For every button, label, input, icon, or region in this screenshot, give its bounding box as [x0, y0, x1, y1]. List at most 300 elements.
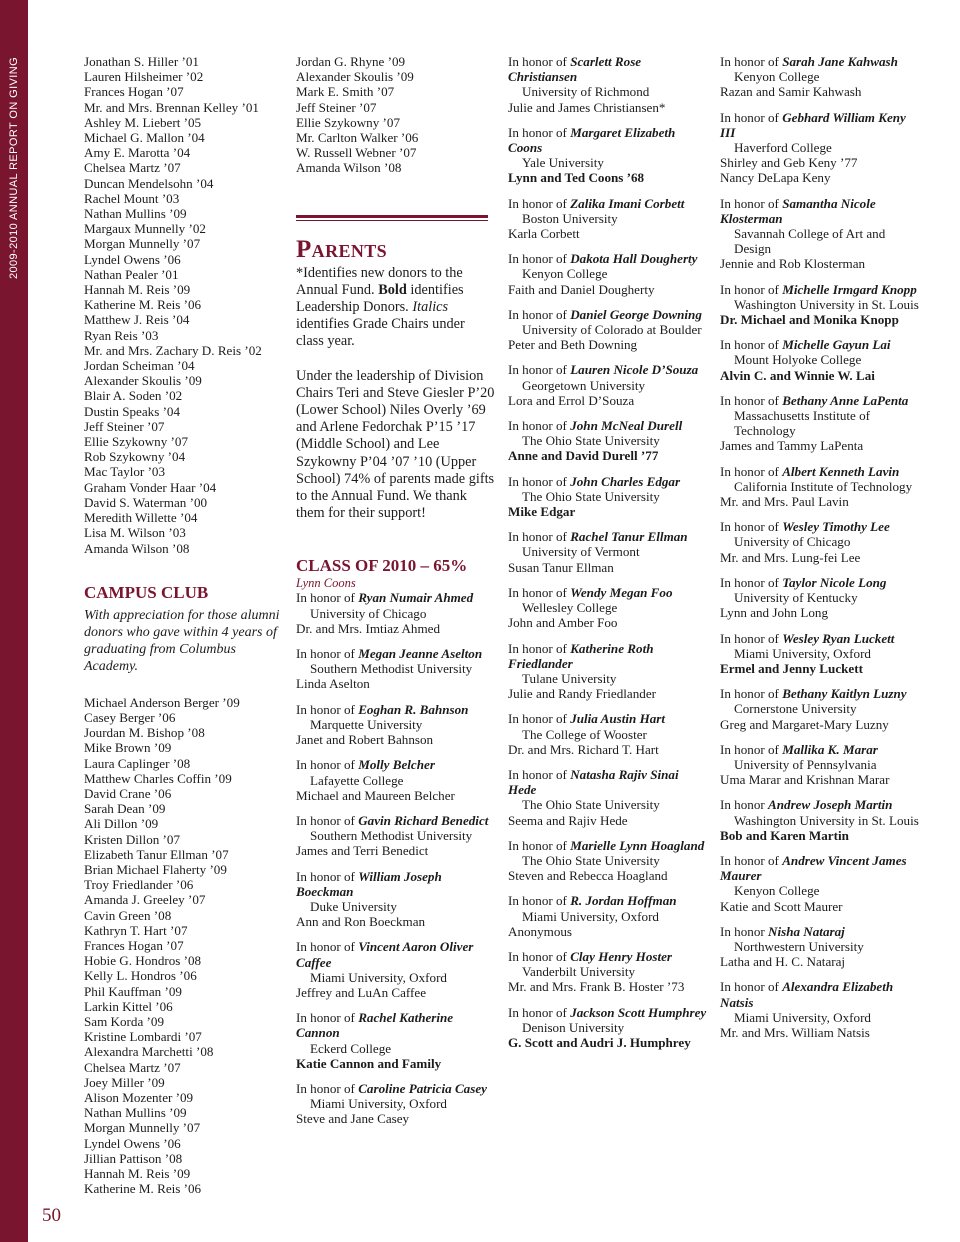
honor-line	[508, 54, 708, 84]
donor-name: Alison Mozenter ’09	[84, 1089, 194, 1105]
donor-name: Elizabeth Tanur Ellman ’07	[84, 846, 229, 862]
honoree-name: Scarlett Rose Christiansen	[508, 54, 642, 85]
school-name: Miami University, Oxford	[522, 908, 659, 924]
donor-parents: Uma Marar and Krishnan Marar	[720, 772, 890, 788]
honoree-name: Wesley Ryan Luckett	[782, 630, 895, 646]
school-name: Boston University	[522, 210, 618, 226]
honor-entry	[508, 529, 708, 575]
honor-entry	[720, 110, 920, 186]
donor-name: Frances Hogan ’07	[84, 937, 184, 953]
in-honor-prefix: In honor of	[296, 868, 359, 884]
donor-parents: Linda Aselton	[296, 676, 370, 692]
donor-name: David S. Waterman ’00	[84, 494, 208, 510]
donor-name: Lauren Hilsheimer ’02	[84, 69, 204, 85]
school-name: Georgetown University	[522, 377, 646, 393]
honor-list-3	[508, 54, 708, 1050]
legend-bold: Bold	[378, 281, 407, 298]
donor-name: Mike Brown ’09	[84, 740, 172, 756]
honor-entry	[720, 393, 920, 454]
donor-name: Amanda Wilson ’08	[84, 540, 190, 556]
honor-line	[508, 307, 708, 322]
honor-line	[720, 631, 920, 646]
honor-entry	[508, 838, 708, 884]
in-honor-prefix: In honor of	[296, 757, 359, 773]
honor-entry	[296, 702, 496, 748]
donor-name: Matthew J. Reis ’04	[84, 312, 190, 328]
school-name: Miami University, Oxford	[310, 969, 447, 985]
honor-line	[720, 110, 920, 140]
donor-name: Kristine Lombardi ’07	[84, 1029, 202, 1045]
donor-name: Alexander Skoulis ’09	[84, 373, 202, 389]
donor-name: Jourdan M. Bishop ’08	[84, 725, 205, 741]
donor-name: Chelsea Martz ’07	[84, 160, 181, 176]
honoree-name: Taylor Nicole Long	[782, 574, 887, 590]
donor-name: Katherine M. Reis ’06	[84, 297, 202, 313]
honor-entry	[720, 686, 920, 732]
honoree-name: Bethany Kaitlyn Luzny	[782, 686, 907, 702]
school-name: University of Pennsylvania	[734, 756, 877, 772]
donor-parents: Jeffrey and LuAn Caffee	[296, 984, 427, 1000]
school-name: Mount Holyoke College	[734, 352, 862, 368]
honoree-name: Gavin Richard Benedict	[358, 812, 489, 828]
honor-entry	[720, 337, 920, 383]
donor-parents: Katie and Scott Maurer	[720, 898, 843, 914]
honor-entry	[720, 196, 920, 272]
donor-name: Mr. Carlton Walker ’06	[296, 130, 419, 146]
honor-entry	[720, 924, 920, 970]
school-name: The Ohio State University	[522, 488, 660, 504]
donor-name: Phil Kauffman ’09	[84, 983, 182, 999]
in-honor-prefix: In honor of	[508, 54, 571, 69]
donor-parents: John and Amber Foo	[508, 615, 618, 631]
honor-entry	[720, 519, 920, 565]
honor-line	[720, 575, 920, 590]
school-name: Denison University	[522, 1019, 625, 1035]
honor-entry	[508, 251, 708, 297]
donor-name: Jeff Steiner ’07	[296, 99, 377, 115]
honoree-name: Clay Henry Hoster	[570, 948, 673, 964]
honor-entry	[508, 54, 708, 115]
honor-line	[508, 893, 708, 908]
school-name: The Ohio State University	[522, 433, 660, 449]
school-name: The Ohio State University	[522, 852, 660, 868]
in-honor-prefix: In honor	[720, 923, 769, 939]
donor-name: Alexander Skoulis ’09	[296, 69, 414, 85]
in-honor-prefix: In honor of	[720, 54, 783, 69]
honor-entry	[508, 125, 708, 186]
donor-name: Michael G. Mallon ’04	[84, 130, 205, 146]
legend-italic: Italics	[412, 299, 449, 316]
honor-entry	[720, 742, 920, 788]
donor-name: Chelsea Martz ’07	[84, 1059, 181, 1075]
donor-name: Jordan Scheiman ’04	[84, 358, 195, 374]
donor-parents: Bob and Karen Martin	[720, 827, 849, 843]
honor-entry	[720, 575, 920, 621]
honor-line	[720, 797, 920, 812]
honor-entry	[508, 893, 708, 939]
honoree-name: R. Jordan Hoffman	[570, 893, 677, 909]
donor-name: Michael Anderson Berger ’09	[84, 694, 240, 710]
honor-line	[508, 585, 708, 600]
donor-parents: Mike Edgar	[508, 504, 576, 520]
honor-entry	[508, 307, 708, 353]
honor-line	[508, 641, 708, 671]
donor-parents: Razan and Samir Kahwash	[720, 84, 862, 100]
donor-parents: Ermel and Jenny Luckett	[720, 660, 863, 676]
donor-name: Amanda Wilson ’08	[296, 160, 402, 176]
school-name: Wellesley College	[522, 600, 618, 616]
honoree-name: Dakota Hall Dougherty	[570, 251, 698, 267]
donor-name: Morgan Munnelly ’07	[84, 1120, 201, 1136]
donor-name: Blair A. Soden ’02	[84, 388, 183, 404]
school-name: University of Chicago	[310, 605, 427, 621]
school-name: Lafayette College	[310, 772, 404, 788]
honor-line	[508, 767, 708, 797]
school-name: Southern Methodist University	[310, 828, 473, 844]
honor-entry	[720, 54, 920, 100]
school-name: Kenyon College	[734, 69, 820, 85]
class-2010-heading: CLASS OF 2010 – 65%	[296, 556, 468, 576]
in-honor-prefix: In honor of	[720, 979, 783, 995]
in-honor-prefix: In honor of	[508, 766, 571, 782]
in-honor-prefix: In honor of	[508, 837, 571, 853]
donor-parents: Katie Cannon and Family	[296, 1055, 442, 1071]
honoree-name: Bethany Anne LaPenta	[782, 392, 909, 408]
honor-entry	[296, 1010, 496, 1071]
honoree-name: Rachel Katherine Cannon	[296, 1010, 454, 1041]
in-honor-prefix: In honor of	[296, 939, 359, 955]
honor-entry	[720, 282, 920, 328]
donor-name: Alexandra Marchetti ’08	[84, 1044, 214, 1060]
in-honor-prefix: In honor of	[720, 337, 783, 353]
donor-parents: James and Terri Benedict	[296, 843, 429, 859]
donor-name: Kristen Dillon ’07	[84, 831, 181, 847]
donor-name: Nathan Mullins ’09	[84, 206, 187, 222]
honor-line	[508, 196, 708, 211]
honor-line	[720, 853, 920, 883]
donor-parents: Julie and Randy Friedlander	[508, 686, 656, 702]
honor-line	[720, 686, 920, 701]
honor-entry	[508, 585, 708, 631]
donor-parents: Lora and Errol D’Souza	[508, 392, 635, 408]
in-honor-prefix: In honor of	[508, 711, 571, 727]
parents-legend	[296, 265, 496, 351]
donor-name: Rob Szykowny ’04	[84, 449, 186, 465]
school-name: Miami University, Oxford	[734, 1009, 871, 1025]
in-honor-prefix: In honor of	[508, 195, 571, 211]
in-honor-prefix: In honor of	[720, 686, 783, 702]
donor-name: Sam Korda ’09	[84, 1013, 165, 1029]
honoree-name: Katherine Roth Friedlander	[508, 640, 654, 671]
column-4	[720, 54, 920, 1050]
honoree-name: Jackson Scott Humphrey	[570, 1004, 707, 1020]
column-2	[296, 54, 496, 1137]
honor-line	[508, 1005, 708, 1020]
donor-name: Kathryn T. Hart ’07	[84, 922, 188, 938]
donor-parents: Seema and Rajiv Hede	[508, 812, 628, 828]
school-name: Kenyon College	[522, 266, 608, 282]
in-honor-prefix: In honor of	[720, 741, 783, 757]
donor-parents: Mr. and Mrs. Frank B. Hoster ’73	[508, 979, 685, 995]
honor-line	[720, 282, 920, 297]
honor-entry	[508, 474, 708, 520]
in-honor-prefix: In honor of	[720, 519, 783, 535]
school-name: Washington University in St. Louis	[734, 296, 919, 312]
in-honor-prefix: In honor of	[508, 418, 571, 434]
donor-name: Nathan Pealer ’01	[84, 266, 179, 282]
honor-entry	[296, 590, 496, 636]
honoree-name: Ryan Numair Ahmed	[358, 590, 474, 606]
honor-entry	[720, 979, 920, 1040]
school-name: Vanderbilt University	[522, 964, 636, 980]
honoree-name: Wesley Timothy Lee	[782, 519, 890, 535]
donor-name: Meredith Willette ’04	[84, 510, 198, 526]
honoree-name: Michelle Gayun Lai	[782, 337, 891, 353]
honor-entry	[296, 757, 496, 803]
school-name: University of Chicago	[734, 534, 851, 550]
donor-parents: Lynn and John Long	[720, 605, 829, 621]
in-honor-prefix: In honor of	[720, 195, 783, 211]
honor-entry	[508, 641, 708, 702]
in-honor-prefix: In honor of	[720, 281, 783, 297]
honor-line	[508, 529, 708, 544]
honor-entry	[508, 418, 708, 464]
honoree-name: Daniel George Downing	[570, 306, 702, 322]
page-number: 50	[42, 1205, 61, 1226]
honor-line	[296, 702, 496, 717]
donor-parents: Dr. Michael and Monika Knopp	[720, 312, 899, 328]
honor-line	[720, 464, 920, 479]
donor-name: David Crane ’06	[84, 785, 172, 801]
in-honor-prefix: In honor of	[720, 109, 783, 125]
donor-name: Ashley M. Liebert ’05	[84, 114, 202, 130]
honor-list-2	[296, 590, 496, 1126]
honor-line	[508, 362, 708, 377]
donor-name: Nathan Mullins ’09	[84, 1105, 187, 1121]
donor-parents: Latha and H. C. Nataraj	[720, 954, 846, 970]
honoree-name: William Joseph Boeckman	[296, 868, 442, 899]
school-name: University of Richmond	[522, 84, 650, 100]
donor-parents: Dr. and Mrs. Richard T. Hart	[508, 741, 659, 757]
donor-name: Lisa M. Wilson ’03	[84, 525, 186, 541]
honor-entry	[508, 711, 708, 757]
donor-parents: Alvin C. and Winnie W. Lai	[720, 367, 875, 383]
donor-name: Ali Dillon ’09	[84, 816, 159, 832]
honor-line	[720, 54, 920, 69]
donor-parents: Peter and Beth Downing	[508, 337, 638, 353]
donor-parents: Julie and James Christiansen*	[508, 99, 666, 115]
donor-name: Ellie Szykowny ’07	[84, 434, 189, 450]
in-honor-prefix: In honor of	[720, 463, 783, 479]
honoree-name: Mallika K. Marar	[782, 741, 878, 757]
legend-text: *Identifies new donors to the Annual Fund.	[296, 264, 463, 298]
donor-parents: Shirley and Geb Keny ’77 Nancy DeLapa Keny	[720, 155, 858, 186]
honor-line	[508, 251, 708, 266]
donor-parents: Lynn and Ted Coons ’68	[508, 170, 645, 186]
honoree-name: Nisha Nataraj	[768, 923, 845, 939]
campus-club-intro: With appreciation for those alumni donors who gave within 4 years of graduating from Columbus Academy.	[84, 607, 280, 674]
donor-name: Jillian Pattison ’08	[84, 1150, 183, 1166]
donor-parents: Karla Corbett	[508, 226, 580, 242]
campus-club-heading: CAMPUS CLUB	[84, 582, 209, 602]
honor-entry	[296, 869, 496, 930]
honor-line	[508, 949, 708, 964]
donor-name: Cavin Green ’08	[84, 907, 172, 923]
leadership-paragraph: Under the leadership of Division Chairs Teri and Steve Giesler P’20 (Lower School) Niles Overly ’69 and Arlene Fedorchak P’15 ’17 (Middle School) and Lee Szykowny P’04 ’07 ’10 (Upper School) 74% of parents made gifts to the Annual Fund. We thank them for their support!	[296, 367, 495, 522]
donor-name: Mac Taylor ’03	[84, 464, 166, 480]
donor-parents: Anonymous	[508, 923, 573, 939]
donor-name: Jeff Steiner ’07	[84, 418, 165, 434]
honoree-name: Zalika Imani Corbett	[570, 195, 685, 211]
school-name: University of Colorado at Boulder	[522, 322, 702, 338]
honor-entry	[508, 1005, 708, 1051]
donor-name: Laura Caplinger ’08	[84, 755, 191, 771]
donor-name: Ryan Reis ’03	[84, 327, 159, 343]
honoree-name: Caroline Patricia Casey	[358, 1080, 487, 1096]
honoree-name: Samantha Nicole Klosterman	[720, 195, 876, 226]
in-honor-prefix: In honor of	[508, 584, 571, 600]
donor-name: Hannah M. Reis ’09	[84, 1166, 191, 1181]
donor-parents: Dr. and Mrs. Imtiaz Ahmed	[296, 620, 441, 636]
donor-name: Casey Berger ’06	[84, 709, 176, 725]
legend-text: identifies Grade Chairs under class year.	[296, 316, 465, 350]
donor-name: Frances Hogan ’07	[84, 84, 184, 100]
donor-parents: Michael and Maureen Belcher	[296, 787, 455, 803]
school-name: Haverford College	[734, 140, 832, 156]
school-name: Tulane University	[522, 670, 617, 686]
honor-line	[720, 924, 920, 939]
school-name: Washington University in St. Louis	[734, 812, 919, 828]
school-name: The Ohio State University	[522, 797, 660, 813]
honor-line	[296, 1081, 496, 1096]
school-name: Cornerstone University	[734, 701, 857, 717]
in-honor-prefix: In honor	[720, 797, 769, 813]
donor-parents: Mr. and Mrs. Paul Lavin	[720, 494, 849, 510]
donor-name: Lyndel Owens ’06	[84, 1135, 181, 1151]
school-name: Eckerd College	[310, 1040, 392, 1056]
in-honor-prefix: In honor of	[508, 473, 571, 489]
donor-name: Amy E. Marotta ’04	[84, 145, 191, 161]
honor-line	[296, 869, 496, 899]
donor-name: Jonathan S. Hiller ’01	[84, 54, 199, 69]
school-name: Marquette University	[310, 716, 423, 732]
donor-name: Mr. and Mrs. Zachary D. Reis ’02	[84, 342, 262, 358]
in-honor-prefix: In honor of	[720, 630, 783, 646]
honoree-name: John Charles Edgar	[570, 473, 681, 489]
donor-name: Brian Michael Flaherty ’09	[84, 861, 227, 877]
honor-line	[508, 125, 708, 155]
honor-line	[296, 1010, 496, 1040]
school-name: University of Kentucky	[734, 590, 858, 606]
in-honor-prefix: In honor of	[720, 574, 783, 590]
in-honor-prefix: In honor of	[508, 640, 571, 656]
donor-parents: James and Tammy LaPenta	[720, 438, 864, 454]
honor-line	[508, 838, 708, 853]
honor-line	[508, 418, 708, 433]
honor-line	[720, 196, 920, 226]
in-honor-prefix: In honor of	[508, 251, 571, 267]
honor-entry	[508, 767, 708, 828]
donor-parents: Mr. and Mrs. Lung-fei Lee	[720, 549, 861, 565]
honor-entry	[296, 939, 496, 1000]
honoree-name: Megan Jeanne Aselton	[358, 646, 483, 662]
school-name: Yale University	[522, 155, 604, 171]
school-name: Southern Methodist University	[310, 661, 473, 677]
side-bar	[0, 0, 28, 1242]
school-name: Kenyon College	[734, 883, 820, 899]
donor-name: Graham Vonder Haar ’04	[84, 479, 217, 495]
school-name: California Institute of Technology	[734, 478, 913, 494]
honoree-name: Eoghan R. Bahnson	[358, 701, 469, 717]
donor-parents: Faith and Daniel Dougherty	[508, 281, 655, 297]
honor-entry	[508, 362, 708, 408]
donor-name: Ellie Szykowny ’07	[296, 114, 401, 130]
honoree-name: Margaret Elizabeth Coons	[508, 124, 676, 156]
honoree-name: Marielle Lynn Hoagland	[570, 837, 705, 853]
donor-parents: Ann and Ron Boeckman	[296, 914, 426, 930]
school-name: Savannah College of Art and Design	[734, 226, 886, 257]
donor-name: Mark E. Smith ’07	[296, 84, 395, 100]
donor-name: Rachel Mount ’03	[84, 190, 180, 206]
honoree-name: Molly Belcher	[358, 757, 435, 773]
donor-name: Larkin Kittel ’06	[84, 998, 173, 1014]
school-name: University of Vermont	[522, 544, 640, 560]
donor-name: Katherine M. Reis ’06	[84, 1181, 202, 1197]
honoree-name: Alexandra Elizabeth Natsis	[720, 979, 894, 1010]
honor-line	[720, 519, 920, 534]
honor-line	[720, 742, 920, 757]
donor-name: Hannah M. Reis ’09	[84, 282, 191, 298]
column-1	[84, 54, 280, 1196]
honor-line	[296, 939, 496, 969]
honoree-name: Michelle Irmgard Knopp	[782, 281, 917, 297]
honoree-name: Rachel Tanur Ellman	[570, 529, 688, 545]
donor-name: Dustin Speaks ’04	[84, 403, 181, 419]
honor-line	[720, 979, 920, 1009]
in-honor-prefix: In honor of	[720, 392, 783, 408]
school-name: Miami University, Oxford	[734, 645, 871, 661]
donor-name: Troy Friedlander ’06	[84, 877, 194, 893]
honor-line	[296, 646, 496, 661]
in-honor-prefix: In honor of	[508, 124, 571, 140]
honor-entry	[296, 646, 496, 692]
in-honor-prefix: In honor of	[508, 1004, 571, 1020]
in-honor-prefix: In honor of	[508, 893, 571, 909]
donor-name: Duncan Mendelsohn ’04	[84, 175, 214, 191]
donor-name: Hobie G. Hondros ’08	[84, 953, 202, 969]
honoree-name: Andrew Joseph Martin	[768, 797, 893, 813]
honor-line	[296, 813, 496, 828]
honor-line	[508, 711, 708, 726]
in-honor-prefix: In honor of	[508, 306, 571, 322]
honor-entry	[720, 853, 920, 914]
donor-parents: Mr. and Mrs. William Natsis	[720, 1024, 870, 1040]
donor-parents: G. Scott and Audri J. Humphrey	[508, 1034, 691, 1050]
honoree-name: John McNeal Durell	[570, 418, 683, 434]
donor-parents: Steven and Rebecca Hoagland	[508, 868, 668, 884]
honoree-name: Vincent Aaron Oliver Caffee	[296, 939, 474, 970]
honor-entry	[720, 631, 920, 677]
donor-name: Margaux Munnelly ’02	[84, 221, 206, 237]
parents-heading: Parents	[296, 235, 388, 263]
honoree-name: Andrew Vincent James Maurer	[720, 852, 907, 884]
honoree-name: Julia Austin Hart	[570, 711, 666, 727]
section-rule	[296, 215, 488, 221]
donor-name: W. Russell Webner ’07	[296, 145, 417, 161]
donor-list-2	[296, 54, 496, 176]
honor-list-4	[720, 54, 920, 1040]
donor-parents: Jennie and Rob Klosterman	[720, 256, 866, 272]
